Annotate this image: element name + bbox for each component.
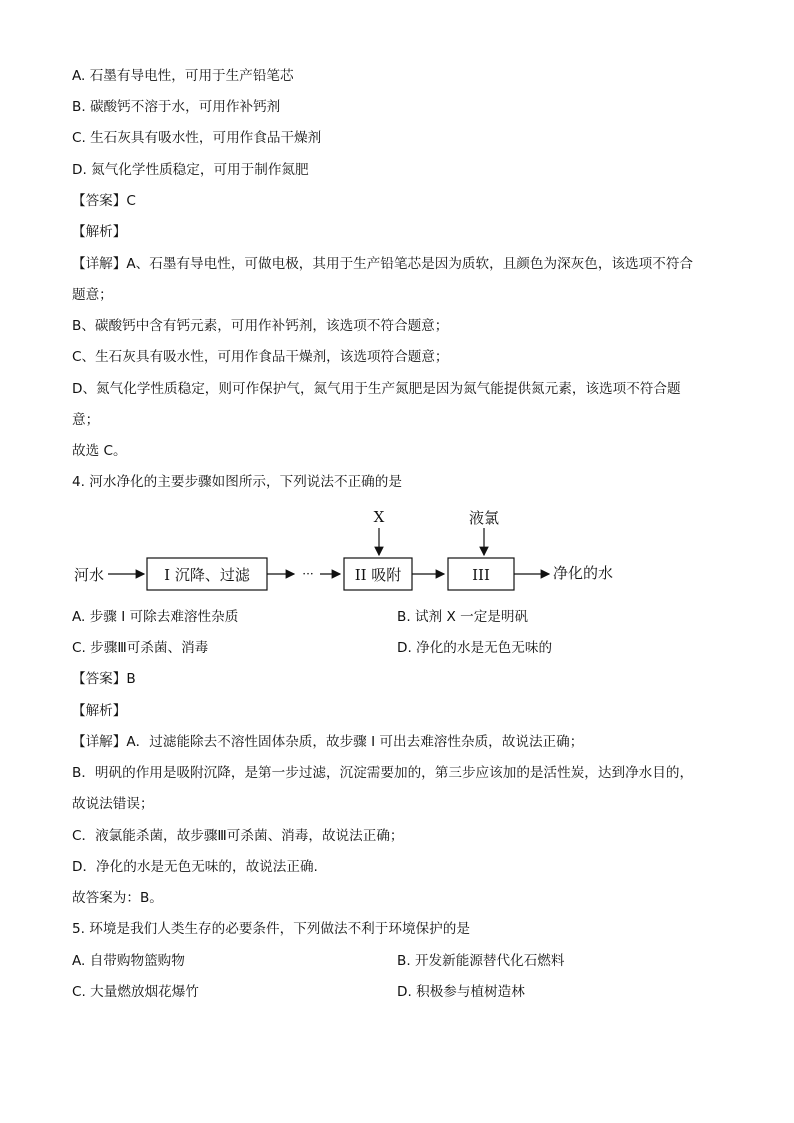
step2-label: II 吸附: [354, 566, 402, 584]
water-purification-diagram: [72, 502, 632, 594]
reagent-chlorine-label: 液氯: [468, 509, 500, 527]
q4-answer-label: 【答案】: [72, 671, 127, 687]
q4-detail-line: 【详解】A．过滤能除去不溶性固体杂质，故步骤 I 可出去难溶性杂质，故说法正确；: [72, 734, 584, 750]
q4-detail-line: 故说法错误；: [72, 796, 154, 812]
q5-stem: 5. 环境是我们人类生存的必要条件，下列做法不利于环境保护的是: [72, 921, 470, 937]
q4-detail-line: C．液氯能杀菌，故步骤Ⅲ可杀菌、消毒，故说法正确；: [72, 828, 404, 844]
q3-answer-value: C: [126, 193, 136, 209]
reagent-x-label: X: [373, 508, 385, 526]
q3-detail-line: C、生石灰具有吸水性，可用作食品干燥剂，该选项符合题意；: [72, 349, 449, 365]
q4-option-d: D. 净化的水是无色无味的: [397, 640, 553, 656]
q4-detail-line: B．明矾的作用是吸附沉降，是第一步过滤，沉淀需要加的，第三步应该加的是活性炭，达到净水目的，: [72, 765, 694, 781]
q3-detail-line: B、碳酸钙中含有钙元素，可用作补钙剂，该选项不符合题意；: [72, 318, 449, 334]
q3-option-d: D. 氮气化学性质稳定，可用于制作氮肥: [72, 162, 309, 178]
q3-option-a: A. 石墨有导电性，可用于生产铅笔芯: [72, 68, 294, 84]
q5-option-b: B. 开发新能源替代化石燃料: [397, 953, 565, 969]
q3-analysis-label: 【解析】: [72, 224, 127, 240]
q4-option-c: C. 步骤Ⅲ可杀菌、消毒: [72, 640, 209, 656]
q4-option-b: B. 试剂 X 一定是明矾: [397, 609, 529, 625]
q5-option-d: D. 积极参与植树造林: [397, 984, 525, 1000]
q4-answer-value: B: [126, 671, 136, 687]
q4-detail-line: D．净化的水是无色无味的，故说法正确.: [72, 859, 318, 875]
diagram-output-label: 净化的水: [553, 564, 614, 582]
diagram-input-label: 河水: [74, 566, 105, 584]
step1-label: I 沉降、过滤: [164, 566, 250, 584]
q3-option-c: C. 生石灰具有吸水性，可用作食品干燥剂: [72, 130, 322, 146]
q4-stem: 4. 河水净化的主要步骤如图所示，下列说法不正确的是: [72, 474, 402, 490]
q3-detail-line: 【详解】A、石墨有导电性，可做电极，其用于生产铅笔芯是因为质软，且颜色为深灰色，该选项不符合: [72, 256, 694, 272]
q3-detail-line: 故选 C。: [72, 443, 127, 459]
q4-detail-line: 故答案为：B。: [72, 890, 163, 906]
q4-analysis-label: 【解析】: [72, 703, 127, 719]
q3-option-b: B. 碳酸钙不溶于水，可用作补钙剂: [72, 99, 281, 115]
q4-option-a: A. 步骤 I 可除去难溶性杂质: [72, 609, 239, 625]
q5-option-a: A. 自带购物篮购物: [72, 953, 185, 969]
q3-detail-line: 题意；: [72, 287, 113, 303]
q3-detail-line: 意；: [72, 412, 100, 428]
q3-detail-line: D、氮气化学性质稳定，则可作保护气，氮气用于生产氮肥是因为氮气能提供氮元素，该选项不符合题: [72, 381, 681, 397]
q3-answer-label: 【答案】: [72, 193, 127, 209]
q5-option-c: C. 大量燃放烟花爆竹: [72, 984, 199, 1000]
q4-answer: [72, 670, 136, 688]
q3-answer: [72, 192, 136, 210]
diagram-ellipsis: ···: [302, 567, 314, 581]
step3-label: III: [472, 566, 490, 584]
